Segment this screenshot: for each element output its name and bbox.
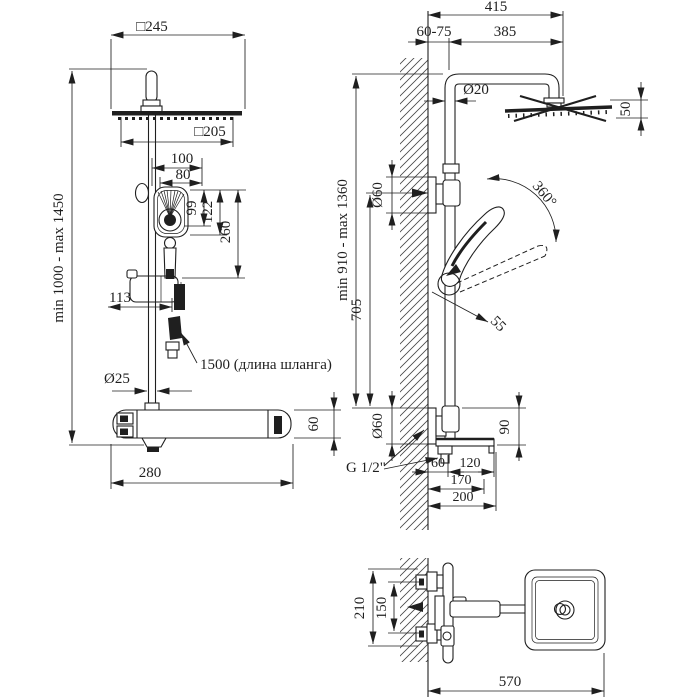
head-connector-upper [544,98,564,103]
dim-113: 113 [109,290,131,306]
dim-mount-dia-bottom: Ø60 [370,413,386,439]
dim-99: 99 [184,200,200,216]
upper-escutcheon [428,177,436,213]
shower-head-plate [112,111,242,116]
dim-100: 100 [170,151,194,167]
dim-head-inner: □205 [194,124,226,140]
hand-shower-face-center [164,214,176,226]
lower-escutcheon [428,408,436,444]
plan-view [352,558,605,697]
side-dimensions [335,0,648,511]
upper-riser-clamp [443,180,460,206]
front-view [51,19,341,489]
riser-top-cap [146,71,157,102]
dim-body-width: 280 [138,465,162,481]
diverter-knob [136,184,149,203]
dim-wall-offset: 60-75 [416,24,452,40]
dim-height-range-front: min 1000 - max 1450 [51,193,67,323]
dim-122: 122 [200,200,216,224]
dim-arm-length: 385 [493,24,517,40]
mixer-inlet-bottom [120,429,128,436]
dim-s200: 200 [452,490,474,505]
mixer-handle-front [274,416,282,434]
front-hand-shower [154,187,188,279]
dim-mount-dia-top: Ø60 [370,182,386,208]
label-hose-length: 1500 (длина шланга) [200,357,332,373]
side-lower-mount [428,406,494,463]
dim-s170: 170 [450,473,472,488]
front-hose [166,284,185,358]
mixer-inlet-top [120,416,128,423]
wall-hatch [400,58,428,530]
plan-overhead-head [525,570,605,650]
dim-swivel-angle: 360° [528,178,560,211]
plan-spout-base [450,601,500,617]
label-thread: G 1/2" [346,460,386,476]
dim-arm-reach: 415 [484,0,508,15]
dim-height-range-side: min 910 - max 1360 [335,179,351,301]
riser-connector-upper [143,100,160,106]
dim-holder-offset: 55 [486,313,509,336]
wand-alt-position [538,245,547,256]
hand-shower-handle-grip [166,269,174,279]
dim-spout-height: 90 [497,419,513,435]
dim-150: 150 [374,596,390,620]
dim-bracket-span: 705 [349,298,365,322]
dim-head-thickness: 50 [618,101,634,117]
mixer-body [113,410,291,438]
plan-diverter-detail [443,632,451,640]
dim-head-width: □245 [136,19,168,35]
dim-570: 570 [498,674,522,690]
dim-pipe-dia-front: Ø25 [104,371,130,387]
side-view [335,0,648,530]
mixer-aerator [142,438,166,447]
dim-s120: 120 [459,456,481,471]
front-riser-pipe [136,71,163,403]
side-wall [400,11,428,530]
dim-body-height: 60 [306,416,322,432]
dim-80: 80 [175,167,191,183]
dim-260: 260 [218,220,234,244]
riser-collar [443,164,459,173]
dim-pipe-dia-side: Ø20 [463,82,489,98]
dim-210: 210 [352,596,368,620]
front-overhead-shower [112,111,242,119]
lower-riser-clamp [442,406,459,432]
dim-s60: 60 [431,456,445,471]
hand-shower-neck [165,238,176,249]
